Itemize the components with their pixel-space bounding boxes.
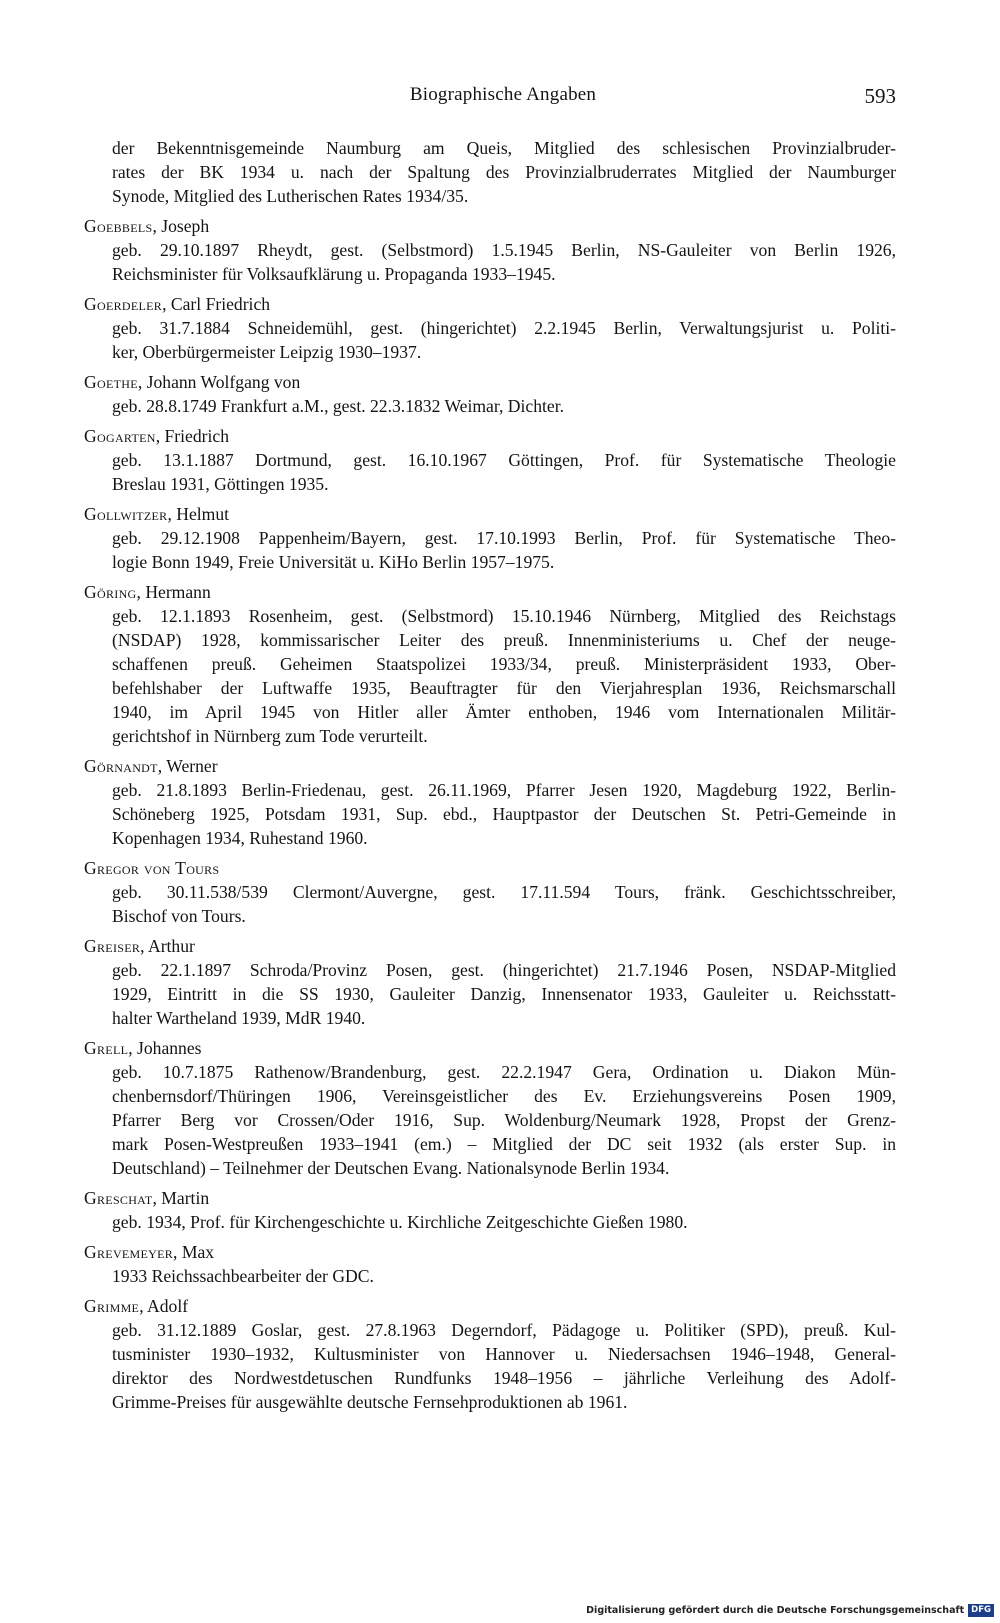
- text-line: der Bekenntnisgemeinde Naumburg am Queis, Mitglied des schlesischen Provinzialbruder-: [112, 138, 896, 158]
- running-head: [110, 84, 896, 112]
- text-line: mark Posen-Westpreußen 1933–1941 (em.) – Mitglied der DC seit 1932 (als erster Sup. in: [112, 1134, 896, 1154]
- text-line: chenbernsdorf/Thüringen 1906, Vereinsgeistlicher des Ev. Erziehungsvereins Posen 1909,: [112, 1086, 896, 1106]
- entry-name: [84, 214, 896, 238]
- text-line: ker, Oberbürgermeister Leipzig 1930–1937.: [112, 342, 422, 362]
- entry-name: [84, 754, 896, 778]
- text-line: Synode, Mitglied des Lutherischen Rates 1934/35.: [112, 186, 469, 206]
- entry-name: [84, 1294, 896, 1318]
- running-title: Biographische Angaben: [409, 84, 597, 105]
- entry-name: [84, 1186, 896, 1210]
- text-line: geb. 12.1.1893 Rosenheim, gest. (Selbstmord) 15.10.1946 Nürnberg, Mitglied des Reichstags: [112, 606, 896, 626]
- entry-surname: Gogarten: [84, 426, 156, 446]
- entry-surname: Grimme: [84, 1296, 140, 1316]
- page-body: [84, 136, 896, 1414]
- text-line: 1933 Reichssachbearbeiter der GDC.: [112, 1266, 374, 1286]
- entry-details: [84, 1210, 896, 1234]
- biography-entry: [84, 754, 896, 850]
- text-line: befehlshaber der Luftwaffe 1935, Beauftragter für den Vierjahresplan 1936, Reichsmarschall: [112, 678, 896, 698]
- entry-details: [84, 316, 896, 364]
- text-line: geb. 22.1.1897 Schroda/Provinz Posen, gest. (hingerichtet) 21.7.1946 Posen, NSDAP-Mitglied: [112, 960, 896, 980]
- biography-entry: [84, 370, 896, 418]
- biography-entry: [84, 1240, 896, 1288]
- text-line: geb. 28.8.1749 Frankfurt a.M., gest. 22.3.1832 Weimar, Dichter.: [112, 396, 564, 416]
- text-line: geb. 31.7.1884 Schneidemühl, gest. (hingerichtet) 2.2.1945 Berlin, Verwaltungsjurist u. Politi-: [112, 318, 896, 338]
- text-line: Grimme-Preises für ausgewählte deutsche Fernsehproduktionen ab 1961.: [112, 1392, 628, 1412]
- biography-entry: [84, 934, 896, 1030]
- entry-given-name: , Arthur: [140, 936, 195, 956]
- entry-given-name: , Werner: [157, 756, 218, 776]
- text-line: geb. 10.7.1875 Rathenow/Brandenburg, gest. 22.2.1947 Gera, Ordination u. Diakon Mün-: [112, 1062, 896, 1082]
- text-line: Breslau 1931, Göttingen 1935.: [112, 474, 329, 494]
- text-line: schaffenen preuß. Geheimen Staatspolizei 1933/34, preuß. Ministerpräsident 1933, Ober-: [112, 654, 896, 674]
- biography-entry: [84, 1036, 896, 1180]
- entry-details: [84, 1060, 896, 1180]
- entry-name: [84, 370, 896, 394]
- entry-details: [84, 238, 896, 286]
- footer-credit: Digitalisierung gefördert durch die Deutsche Forschungsgemeinschaft: [586, 1604, 965, 1616]
- text-line: Deutschland) – Teilnehmer der Deutschen Evang. Nationalsynode Berlin 1934.: [112, 1158, 670, 1178]
- entry-details: [84, 880, 896, 928]
- text-line: direktor des Nordwestdetuschen Rundfunks 1948–1956 – jährliche Verleihung des Adolf-: [112, 1368, 896, 1388]
- entry-details: [84, 1264, 896, 1288]
- entry-details: [84, 958, 896, 1030]
- entry-surname: Goebbels: [84, 216, 153, 236]
- text-line: halter Wartheland 1939, MdR 1940.: [112, 1008, 366, 1028]
- entry-name: [84, 580, 896, 604]
- continuation-paragraph: [84, 136, 896, 208]
- digitization-footer: [586, 1603, 994, 1617]
- text-line: geb. 13.1.1887 Dortmund, gest. 16.10.1967 Göttingen, Prof. für Systematische Theologie: [112, 450, 896, 470]
- entry-surname: Gregor von Tours: [84, 858, 220, 878]
- entry-name: [84, 502, 896, 526]
- biography-entry: [84, 1186, 896, 1234]
- text-line: geb. 30.11.538/539 Clermont/Auvergne, gest. 17.11.594 Tours, fränk. Geschichtsschreiber,: [112, 882, 896, 902]
- entry-given-name: , Helmut: [167, 504, 230, 524]
- entry-given-name: , Carl Friedrich: [162, 294, 271, 314]
- biography-entry: [84, 856, 896, 928]
- entry-given-name: , Johann Wolfgang von: [137, 372, 301, 392]
- biography-entry: [84, 580, 896, 748]
- entry-name: [84, 934, 896, 958]
- entry-surname: Grell: [84, 1038, 129, 1058]
- entry-details: [84, 526, 896, 574]
- entry-name: [84, 424, 896, 448]
- text-line: Reichsminister für Volksaufklärung u. Propaganda 1933–1945.: [112, 264, 556, 284]
- entry-details: [84, 778, 896, 850]
- biography-entry: [84, 424, 896, 496]
- entry-given-name: , Hermann: [136, 582, 211, 602]
- entry-details: [84, 1318, 896, 1414]
- entry-name: [84, 856, 896, 880]
- entry-given-name: , Joseph: [152, 216, 210, 236]
- entry-given-name: , Martin: [152, 1188, 210, 1208]
- entry-details: [84, 448, 896, 496]
- entry-name: [84, 292, 896, 316]
- entry-list: [84, 214, 896, 1414]
- biography-entry: [84, 1294, 896, 1414]
- text-line: 1929, Eintritt in die SS 1930, Gauleiter Danzig, Innensenator 1933, Gauleiter u. Reichsstatt-: [112, 984, 896, 1004]
- text-line: geb. 31.12.1889 Goslar, gest. 27.8.1963 Degerndorf, Pädagoge u. Politiker (SPD), preuß. Kul-: [112, 1320, 896, 1340]
- text-line: tusminister 1930–1932, Kultusminister von Hannover u. Niedersachsen 1946–1948, General-: [112, 1344, 896, 1364]
- entry-surname: Grevemeyer: [84, 1242, 174, 1262]
- entry-surname: Göring: [84, 582, 137, 602]
- text-line: Schöneberg 1925, Potsdam 1931, Sup. ebd., Hauptpastor der Deutschen St. Petri-Gemeinde in: [112, 804, 896, 824]
- entry-details: [84, 604, 896, 748]
- page-number: 593: [864, 84, 896, 108]
- text-line: 1940, im April 1945 von Hitler aller Ämter enthoben, 1946 vom Internationalen Militär-: [112, 702, 896, 722]
- text-line: Bischof von Tours.: [112, 906, 246, 926]
- entry-given-name: , Johannes: [128, 1038, 202, 1058]
- entry-surname: Goerdeler: [84, 294, 163, 314]
- dfg-logo: DFG: [968, 1604, 994, 1617]
- text-line: geb. 29.10.1897 Rheydt, gest. (Selbstmord) 1.5.1945 Berlin, NS-Gauleiter von Berlin 1926,: [112, 240, 896, 260]
- entry-name: [84, 1240, 896, 1264]
- text-line: geb. 1934, Prof. für Kirchengeschichte u. Kirchliche Zeitgeschichte Gießen 1980.: [112, 1212, 688, 1232]
- entry-given-name: , Friedrich: [155, 426, 230, 446]
- text-line: geb. 29.12.1908 Pappenheim/Bayern, gest. 17.10.1993 Berlin, Prof. für Systematische Theo-: [112, 528, 896, 548]
- biography-entry: [84, 292, 896, 364]
- entry-surname: Görnandt: [84, 756, 158, 776]
- text-line: rates der BK 1934 u. nach der Spaltung des Provinzialbruderrates Mitglied der Naumburger: [112, 162, 896, 182]
- text-line: Kopenhagen 1934, Ruhestand 1960.: [112, 828, 368, 848]
- entry-name: [84, 1036, 896, 1060]
- text-line: logie Bonn 1949, Freie Universität u. KiHo Berlin 1957–1975.: [112, 552, 555, 572]
- text-line: Pfarrer Berg vor Crossen/Oder 1916, Sup. Woldenburg/Neumark 1928, Propst der Grenz-: [112, 1110, 896, 1130]
- entry-surname: Greiser: [84, 936, 141, 956]
- entry-given-name: , Adolf: [139, 1296, 189, 1316]
- text-line: (NSDAP) 1928, kommissarischer Leiter des preuß. Innenministeriums u. Chef der neuge-: [112, 630, 896, 650]
- biography-entry: [84, 502, 896, 574]
- entry-surname: Goethe: [84, 372, 138, 392]
- text-line: gerichtshof in Nürnberg zum Tode verurteilt.: [112, 726, 428, 746]
- entry-details: [84, 394, 896, 418]
- entry-given-name: , Max: [173, 1242, 215, 1262]
- entry-surname: Gollwitzer: [84, 504, 168, 524]
- entry-surname: Greschat: [84, 1188, 153, 1208]
- text-line: geb. 21.8.1893 Berlin-Friedenau, gest. 26.11.1969, Pfarrer Jesen 1920, Magdeburg 1922, Berlin-: [112, 780, 896, 800]
- biography-entry: [84, 214, 896, 286]
